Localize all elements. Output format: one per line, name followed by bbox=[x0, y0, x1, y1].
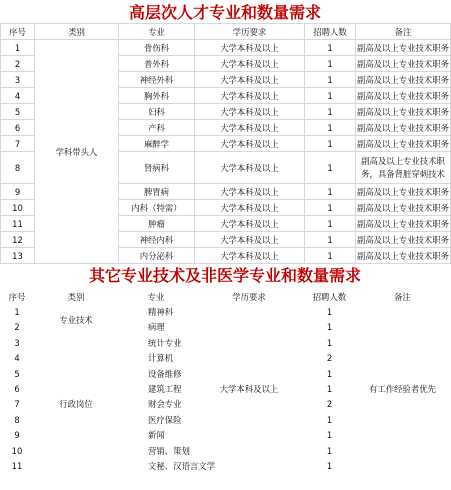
row-major: 精神科 bbox=[148, 307, 174, 318]
row-major: 脾胃病 bbox=[119, 184, 195, 200]
row-no: 13 bbox=[1, 248, 35, 264]
row-no: 12 bbox=[1, 232, 35, 248]
row-education: 大学本科及以上 bbox=[195, 56, 305, 72]
row-major: 神经内科 bbox=[119, 232, 195, 248]
header-education: 学历要求 bbox=[232, 291, 266, 302]
row-no: 3 bbox=[1, 72, 35, 88]
row-count: 1 bbox=[305, 56, 356, 72]
row-no: 4 bbox=[14, 353, 20, 364]
education-cell: 大学本科及以上 bbox=[219, 384, 279, 395]
row-count: 1 bbox=[305, 120, 356, 136]
note-cell: 有工作经验者优先 bbox=[369, 384, 436, 395]
row-note: 副高及以上专业技术职务 bbox=[356, 72, 451, 88]
row-major: 营销、策划 bbox=[148, 445, 190, 456]
row-no: 3 bbox=[14, 337, 20, 348]
row-note: 副高及以上专业技术职务 bbox=[356, 40, 451, 56]
row-note: 副高及以上专业技术职务，具备肾脏穿刺技术 bbox=[356, 152, 451, 184]
other-positions-table bbox=[0, 289, 450, 474]
row-no: 10 bbox=[11, 445, 23, 456]
row-major: 麻醉学 bbox=[119, 136, 195, 152]
row-count: 1 bbox=[305, 216, 356, 232]
row-count: 1 bbox=[326, 414, 333, 425]
row-count: 1 bbox=[305, 104, 356, 120]
row-education: 大学本科及以上 bbox=[195, 200, 305, 216]
row-note: 副高及以上专业技术职务 bbox=[356, 200, 451, 216]
row-no: 5 bbox=[1, 104, 35, 120]
row-education: 大学本科及以上 bbox=[195, 152, 305, 184]
row-major: 肿瘤 bbox=[119, 216, 195, 232]
row-count: 1 bbox=[326, 337, 333, 348]
row-no: 9 bbox=[1, 184, 35, 200]
row-major: 文秘、汉语言文学 bbox=[148, 460, 215, 471]
row-count: 2 bbox=[326, 399, 333, 410]
row-education: 大学本科及以上 bbox=[195, 232, 305, 248]
row-count: 1 bbox=[305, 184, 356, 200]
row-count: 1 bbox=[326, 322, 333, 333]
row-no: 2 bbox=[1, 56, 35, 72]
row-note: 副高及以上专业技术职务 bbox=[356, 248, 451, 264]
row-major: 普外科 bbox=[119, 56, 195, 72]
row-note: 副高及以上专业技术职务 bbox=[356, 232, 451, 248]
section1-title: 高层次人才专业和数量需求 bbox=[128, 3, 321, 22]
row-count: 1 bbox=[326, 384, 333, 395]
row-education: 大学本科及以上 bbox=[195, 120, 305, 136]
header-note: 备注 bbox=[356, 24, 451, 40]
row-note: 副高及以上专业技术职务 bbox=[356, 216, 451, 232]
row-no: 8 bbox=[1, 152, 35, 184]
row-note: 副高及以上专业技术职务 bbox=[356, 104, 451, 120]
row-education: 大学本科及以上 bbox=[195, 88, 305, 104]
row-major: 建筑工程 bbox=[148, 384, 182, 395]
row-major: 神经外科 bbox=[119, 72, 195, 88]
row-no: 7 bbox=[14, 399, 20, 410]
row-no: 11 bbox=[1, 216, 35, 232]
row-education: 大学本科及以上 bbox=[195, 216, 305, 232]
row-major: 医疗保险 bbox=[148, 414, 182, 425]
row-count: 1 bbox=[305, 72, 356, 88]
row-no: 6 bbox=[14, 384, 20, 395]
row-major: 胸外科 bbox=[119, 88, 195, 104]
category-cell-admin: 行政岗位 bbox=[59, 399, 93, 410]
row-major: 新闻 bbox=[148, 430, 165, 441]
header-category: 类别 bbox=[67, 291, 85, 302]
row-no: 4 bbox=[1, 88, 35, 104]
row-no: 1 bbox=[14, 307, 20, 318]
row-count: 1 bbox=[305, 152, 356, 184]
header-no: 序号 bbox=[1, 24, 35, 40]
row-note: 副高及以上专业技术职务 bbox=[356, 56, 451, 72]
row-note: 副高及以上专业技术职务 bbox=[356, 136, 451, 152]
row-count: 1 bbox=[305, 200, 356, 216]
row-major: 肾病科 bbox=[119, 152, 195, 184]
header-note: 备注 bbox=[394, 291, 411, 302]
category-cell-technical: 专业技术 bbox=[59, 314, 93, 325]
row-no: 1 bbox=[1, 40, 35, 56]
row-major: 财会专业 bbox=[148, 399, 182, 410]
row-education: 大学本科及以上 bbox=[195, 136, 305, 152]
header-count: 招聘人数 bbox=[312, 291, 347, 302]
row-education: 大学本科及以上 bbox=[195, 184, 305, 200]
row-note: 副高及以上专业技术职务 bbox=[356, 184, 451, 200]
row-count: 1 bbox=[326, 460, 333, 471]
row-count: 1 bbox=[326, 307, 333, 318]
row-count: 1 bbox=[305, 232, 356, 248]
row-no: 5 bbox=[14, 368, 20, 379]
row-count: 1 bbox=[305, 248, 356, 264]
row-major: 病理 bbox=[148, 322, 165, 333]
row-count: 1 bbox=[305, 136, 356, 152]
row-education: 大学本科及以上 bbox=[195, 104, 305, 120]
row-no: 2 bbox=[14, 322, 20, 333]
header-count: 招聘人数 bbox=[305, 24, 356, 40]
section2-title: 其它专业技术及非医学专业和数量需求 bbox=[88, 266, 361, 285]
row-major: 内分泌科 bbox=[119, 248, 195, 264]
row-no: 8 bbox=[14, 414, 20, 425]
row-major: 统计专业 bbox=[148, 337, 182, 348]
row-major: 产科 bbox=[119, 120, 195, 136]
table-row bbox=[0, 304, 450, 319]
row-major: 内科（特需） bbox=[119, 200, 195, 216]
row-count: 1 bbox=[305, 40, 356, 56]
row-count: 2 bbox=[326, 353, 333, 364]
header-major: 专业 bbox=[119, 24, 195, 40]
header-major: 专业 bbox=[147, 291, 165, 302]
row-count: 1 bbox=[305, 88, 356, 104]
header-category: 类别 bbox=[35, 24, 119, 40]
category-cell: 学科带头人 bbox=[35, 40, 119, 264]
row-no: 10 bbox=[1, 200, 35, 216]
table-row bbox=[1, 40, 451, 56]
row-no: 7 bbox=[1, 136, 35, 152]
row-note: 副高及以上专业技术职务 bbox=[356, 88, 451, 104]
row-major: 骨伤科 bbox=[119, 40, 195, 56]
talent-table bbox=[0, 23, 451, 264]
header-no: 序号 bbox=[8, 291, 26, 302]
row-no: 6 bbox=[1, 120, 35, 136]
row-count: 1 bbox=[326, 445, 333, 456]
row-education: 大学本科及以上 bbox=[195, 248, 305, 264]
table-header-row bbox=[1, 24, 451, 40]
row-education: 大学本科及以上 bbox=[195, 40, 305, 56]
header-education: 学历要求 bbox=[195, 24, 305, 40]
table-header-row bbox=[0, 289, 450, 304]
row-major: 妇科 bbox=[119, 104, 195, 120]
row-major: 计算机 bbox=[148, 353, 174, 364]
row-count: 1 bbox=[326, 368, 333, 379]
row-no: 11 bbox=[11, 460, 23, 471]
row-major: 设备维修 bbox=[148, 368, 182, 379]
row-note: 副高及以上专业技术职务 bbox=[356, 120, 451, 136]
row-no: 9 bbox=[14, 430, 20, 441]
row-education: 大学本科及以上 bbox=[195, 72, 305, 88]
row-count: 1 bbox=[326, 430, 333, 441]
